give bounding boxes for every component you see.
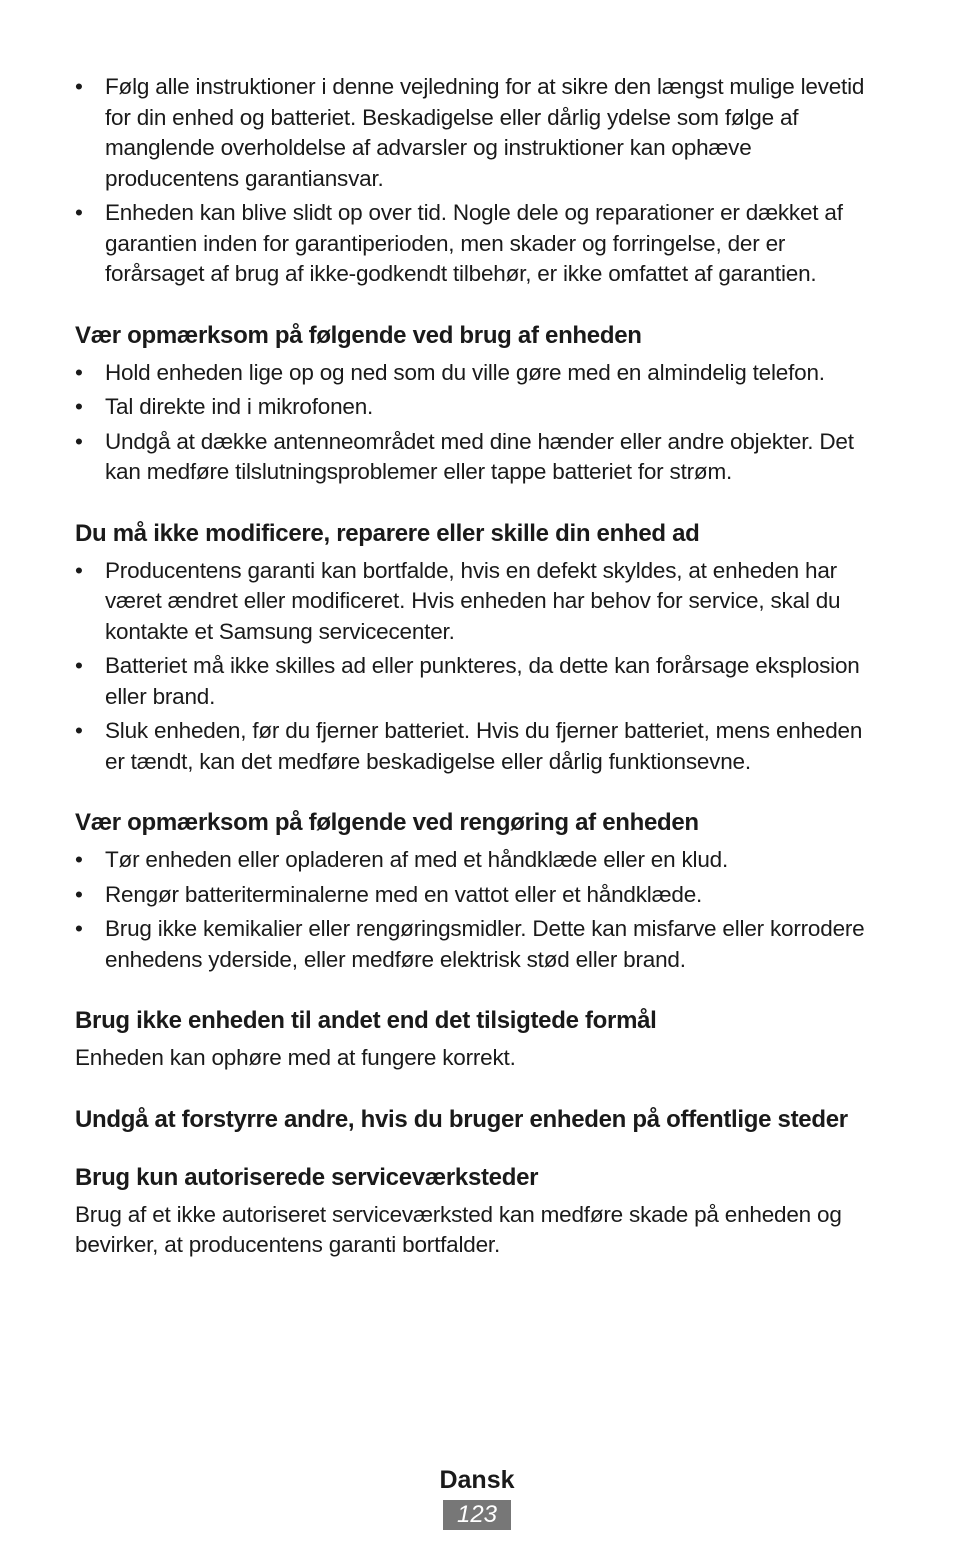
section-heading-use: Vær opmærksom på følgende ved brug af enheden xyxy=(75,321,642,349)
list-item: • Enheden kan blive slidt op over tid. Nogle dele og reparationer er dækket af garantien inden for garantiperioden, men skader og forringelse, der er forårsaget af brug af ikke-godkendt tilbehør, er ikke omfattet af garantien. xyxy=(75,198,885,290)
section-text-purpose: Enheden kan ophøre med at fungere korrekt. xyxy=(75,1045,516,1070)
page-number: 123 xyxy=(443,1500,511,1530)
list-item: • Batteriet må ikke skilles ad eller punkteres, da dette kan forårsage eksplosion eller brand. xyxy=(75,651,885,712)
section-heading-purpose: Brug ikke enheden til andet end det tilsigtede formål xyxy=(75,1007,657,1034)
section-heading-cleaning: Vær opmærksom på følgende ved rengøring af enheden xyxy=(75,809,699,836)
section-bullet-list-use xyxy=(75,358,885,488)
list-item: • Rengør batteriterminalerne med en vattot eller et håndklæde. xyxy=(75,880,885,911)
section-heading-service: Brug kun autoriserede serviceværksteder xyxy=(75,1163,539,1191)
list-item: • Undgå at dække antenneområdet med dine hænder eller andre objekter. Det kan medføre tilslutningsproblemer eller tappe batteriet for strøm. xyxy=(75,427,885,488)
section-bullet-list-cleaning xyxy=(75,845,885,975)
page-content xyxy=(75,72,885,1261)
page-footer xyxy=(0,1462,954,1530)
section-bullet-list-modify xyxy=(75,556,885,778)
list-item: • Hold enheden lige op og ned som du ville gøre med en almindelig telefon. xyxy=(75,358,885,389)
list-item: • Tal direkte ind i mikrofonen. xyxy=(75,392,885,423)
section-text-service: Brug af et ikke autoriseret serviceværksted kan medføre skade på enheden og bevirker, at producentens garanti bortfalder. xyxy=(75,1201,842,1257)
section-heading-public: Undgå at forstyrre andre, hvis du bruger enheden på offentlige steder xyxy=(75,1105,848,1133)
intro-bullet-list xyxy=(75,72,885,290)
list-item: • Følg alle instruktioner i denne vejledning for at sikre den længst mulige levetid for din enhed og batteriet. Beskadigelse eller dårlig ydelse som følge af manglende overholdelse af advarsler og instruktioner kan ophæve producentens garantiansvar. xyxy=(75,72,885,194)
list-item: • Brug ikke kemikalier eller rengøringsmidler. Dette kan misfarve eller korrodere enhedens yderside, eller medføre elektrisk stød eller brand. xyxy=(75,914,885,975)
list-item: • Producentens garanti kan bortfalde, hvis en defekt skyldes, at enheden har været ændret eller modificeret. Hvis enheden har behov for service, skal du kontakte et Samsung servicecenter. xyxy=(75,556,885,648)
list-item: • Tør enheden eller opladeren af med et håndklæde eller en klud. xyxy=(75,845,885,876)
list-item: • Sluk enheden, før du fjerner batteriet. Hvis du fjerner batteriet, mens enheden er tændt, kan det medføre beskadigelse eller dårlig funktionsevne. xyxy=(75,716,885,777)
footer-language: Dansk xyxy=(439,1466,515,1494)
section-heading-modify: Du må ikke modificere, reparere eller skille din enhed ad xyxy=(75,519,700,547)
